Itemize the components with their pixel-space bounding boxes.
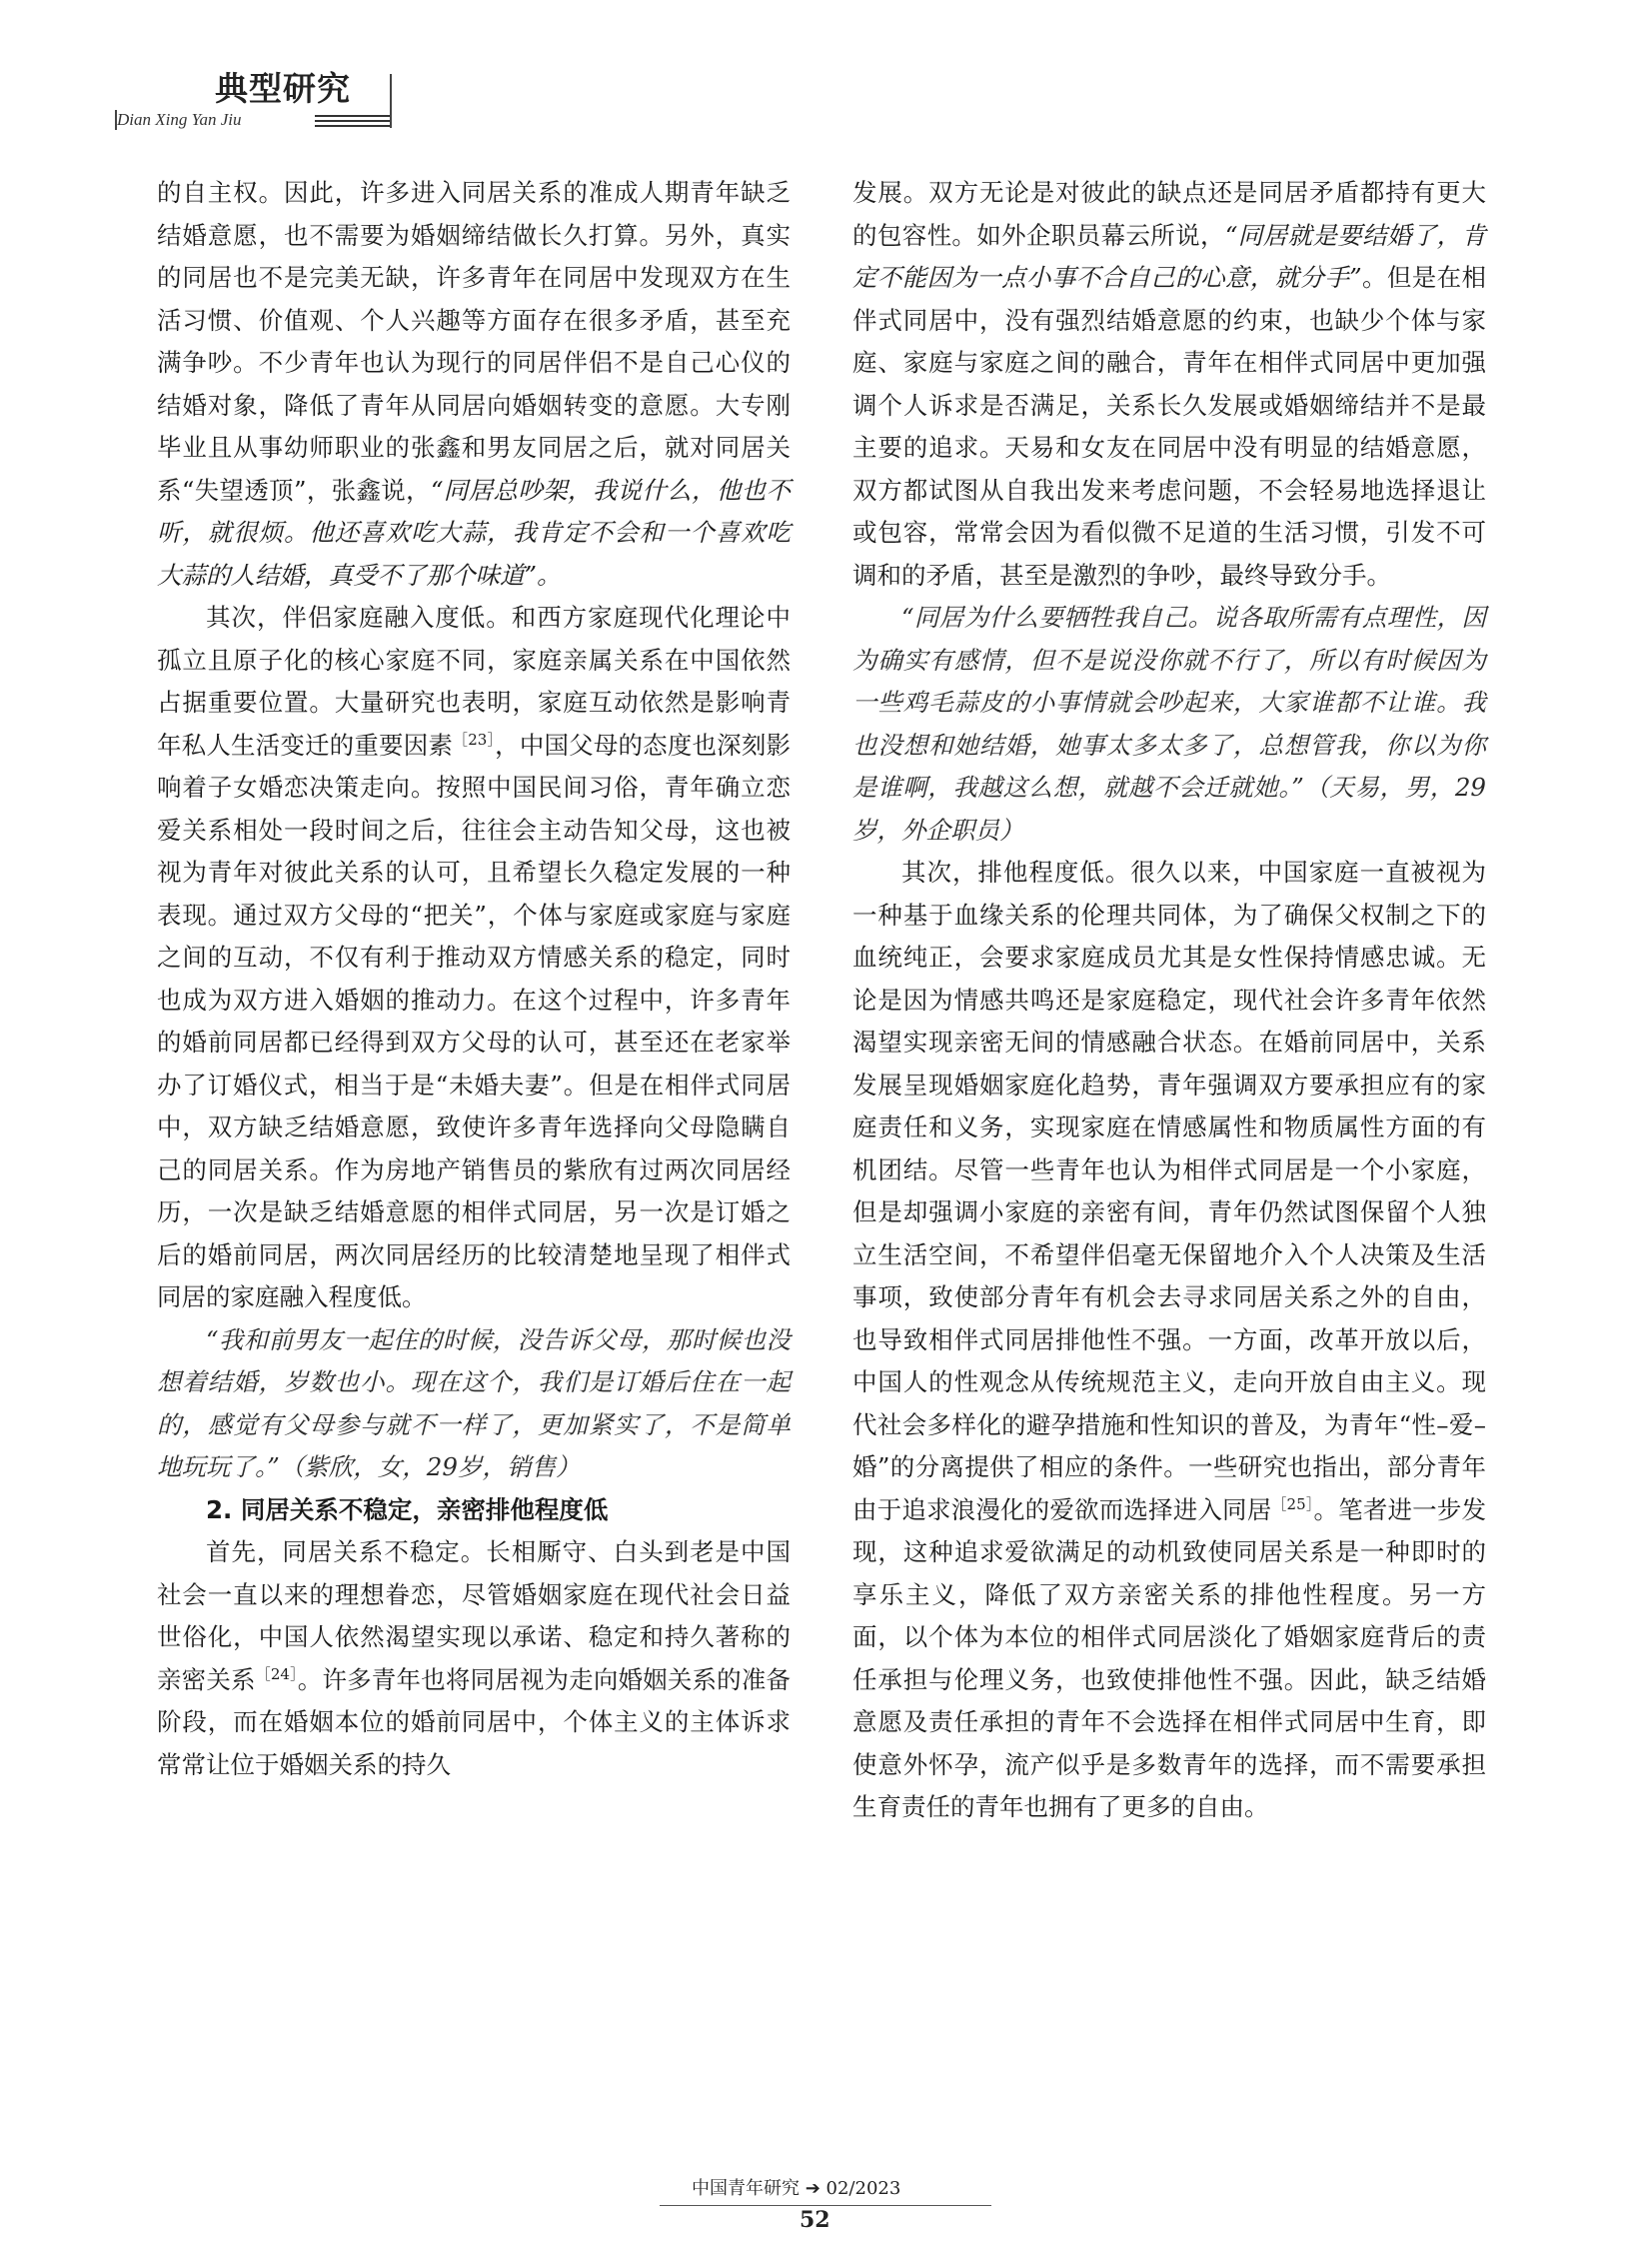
paragraph-text: 发展。双方无论是对彼此的缺点还是同居矛盾都持有更大的包容性。如外企职员幕云所说，	[852, 178, 1486, 250]
paragraph	[852, 172, 1486, 597]
paragraph-text: 。但是在相伴式同居中，没有强烈结婚意愿的约束，也缺少个体与家庭、家庭与家庭之间的融合，青年在相伴式同居中更加强调个人诉求是否满足，关系长久发展或婚姻缔结并不是最主要的追求。天易和女友在同居中没有明显的结婚意愿，双方都试图从自我出发来考虑问题，不会轻易地选择退让或包容，常常会因为看似微不足道的生活习惯，引发不可调和的矛盾，甚至是激烈的争吵，最终导致分手。	[852, 263, 1486, 590]
paragraph	[157, 597, 791, 1319]
paragraph	[852, 852, 1486, 1829]
section-title: 典型研究	[215, 69, 351, 108]
subsection-heading: 2. 同居关系不稳定，亲密排他程度低	[206, 1494, 609, 1524]
running-header	[115, 70, 395, 130]
header-rule	[315, 125, 390, 127]
reference-citation: ［25］	[1271, 1494, 1314, 1513]
page-footer	[660, 2177, 991, 2237]
paragraph-text: 其次，伴侣家庭融入度低。和西方家庭现代化理论中孤立且原子化的核心家庭不同，家庭亲属关系在中国依然占据重要位置。大量研究也表明，家庭互动依然是影响青年私人生活变迁的重要因素	[157, 603, 791, 760]
right-column	[852, 172, 1486, 1829]
left-column	[157, 172, 791, 1786]
paragraph-text: 。笔者进一步发现，这种追求爱欲满足的动机致使同居关系是一种即时的享乐主义，降低了双方亲密关系的排他性程度。另一方面，以个体为本位的相伴式同居淡化了婚姻家庭背后的责任承担与伦理义务，也致使排他性不强。因此，缺乏结婚意愿及责任承担的青年不会选择在相伴式同居中生育，即使意外怀孕，流产似乎是多数青年的选择，而不需要承担生育责任的青年也拥有了更多的自由。	[852, 1494, 1487, 1821]
section-title-pinyin: Dian Xing Yan Jiu	[117, 110, 242, 129]
header-rule	[315, 120, 390, 122]
paragraph-text: 首先，同居关系不稳定。长相厮守、白头到老是中国社会一直以来的理想眷恋，尽管婚姻家庭在现代社会日益世俗化，中国人依然渴望实现以承诺、稳定和持久著称的亲密关系	[157, 1537, 791, 1694]
footer-rule	[660, 2205, 991, 2206]
interview-quote: “同居为什么要牺牲我自己。说各取所需有点理性，因为确实有感情，但不是说没你就不行了，所以有时候因为一些鸡毛蒜皮的小事情就会吵起来，大家谁都不让谁。我也没想和她结婚，她事太多太多了，总想管我，你以为你是谁啊，我越这么想，就越不会迁就她。”（天易，男，29岁，外企职员）	[852, 603, 1486, 845]
reference-citation: ［24］	[255, 1664, 298, 1683]
paragraph	[157, 172, 791, 597]
header-vertical-rule	[390, 74, 392, 128]
journal-issue: 中国青年研究 ➔ 02/2023	[692, 2178, 901, 2199]
paragraph-text: ，中国父母的态度也深刻影响着子女婚恋决策走向。按照中国民间习俗，青年确立恋爱关系相处一段时间之后，往往会主动告知父母，这也被视为青年对彼此关系的认可，且希望长久稳定发展的一种表现。通过双方父母的“把关”，个体与家庭或家庭与家庭之间的互动，不仅有利于推动双方情感关系的稳定，同时也成为双方进入婚姻的推动力。在这个过程中，许多青年的婚前同居都已经得到双方父母的认可，甚至还在老家举办了订婚仪式，相当于是“未婚夫妻”。但是在相伴式同居中，双方缺乏结婚意愿，致使许多青年选择向父母隐瞒自己的同居关系。作为房地产销售员的紫欣有过两次同居经历，一次是缺乏结婚意愿的相伴式同居，另一次是订婚之后的婚前同居，两次同居经历的比较清楚地呈现了相伴式同居的家庭融入程度低。	[157, 730, 792, 1311]
paragraph-text: 的自主权。因此，许多进入同居关系的准成人期青年缺乏结婚意愿，也不需要为婚姻缔结做长久打算。另外，真实的同居也不是完美无缺，许多青年在同居中发现双方在生活习惯、价值观、个人兴趣等方面存在很多矛盾，甚至充满争吵。不少青年也认为现行的同居伴侣不是自己心仪的结婚对象，降低了青年从同居向婚姻转变的意愿。大专刚毕业且从事幼师职业的张鑫和男友同居之后，就对同居关系“失望透顶”，张鑫说，	[157, 178, 791, 505]
inline-quote: “同居就是要结婚了，肯定不能因为一点小事不合自己的心意，就分手”	[852, 220, 1487, 292]
inline-quote: “同居总吵架，我说什么，他也不听，就很烦。他还喜欢吃大蒜，我肯定不会和一个喜欢吃大蒜的人结婚，真受不了那个味道”。	[157, 475, 791, 590]
page-number: 52	[800, 2207, 830, 2233]
paragraph-text: 其次，排他程度低。很久以来，中国家庭一直被视为一种基于血缘关系的伦理共同体，为了确保父权制之下的血统纯正，会要求家庭成员尤其是女性保持情感忠诚。无论是因为情感共鸣还是家庭稳定，现代社会许多青年依然渴望实现亲密无间的情感融合状态。在婚前同居中，关系发展呈现婚姻家庭化趋势，青年强调双方要承担应有的家庭责任和义务，实现家庭在情感属性和物质属性方面的有机团结。尽管一些青年也认为相伴式同居是一个小家庭，但是却强调小家庭的亲密有间，青年仍然试图保留个人独立生活空间，不希望伴侣毫无保留地介入个人决策及生活事项，致使部分青年有机会去寻求同居关系之外的自由，也导致相伴式同居排他性不强。一方面，改革开放以后，中国人的性观念从传统规范主义，走向开放自由主义。现代社会多样化的避孕措施和性知识的普及，为青年“性–爱–婚”的分离提供了相应的条件。一些研究也指出，部分青年由于追求浪漫化的爱欲而选择进入同居	[852, 858, 1486, 1524]
header-rule	[315, 115, 390, 117]
paragraph	[157, 1531, 791, 1786]
interview-quote: “我和前男友一起住的时候，没告诉父母，那时候也没想着结婚，岁数也小。现在这个，我们是订婚后住在一起的，感觉有父母参与就不一样了，更加紧实了，不是简单地玩玩了。”（紫欣，女，29岁，销售）	[157, 1324, 791, 1481]
paragraph-text: 。许多青年也将同居视为走向婚姻关系的准备阶段，而在婚姻本位的婚前同居中，个体主义的主体诉求常常让位于婚姻关系的持久	[157, 1664, 792, 1779]
reference-citation: ［23］	[453, 730, 496, 749]
